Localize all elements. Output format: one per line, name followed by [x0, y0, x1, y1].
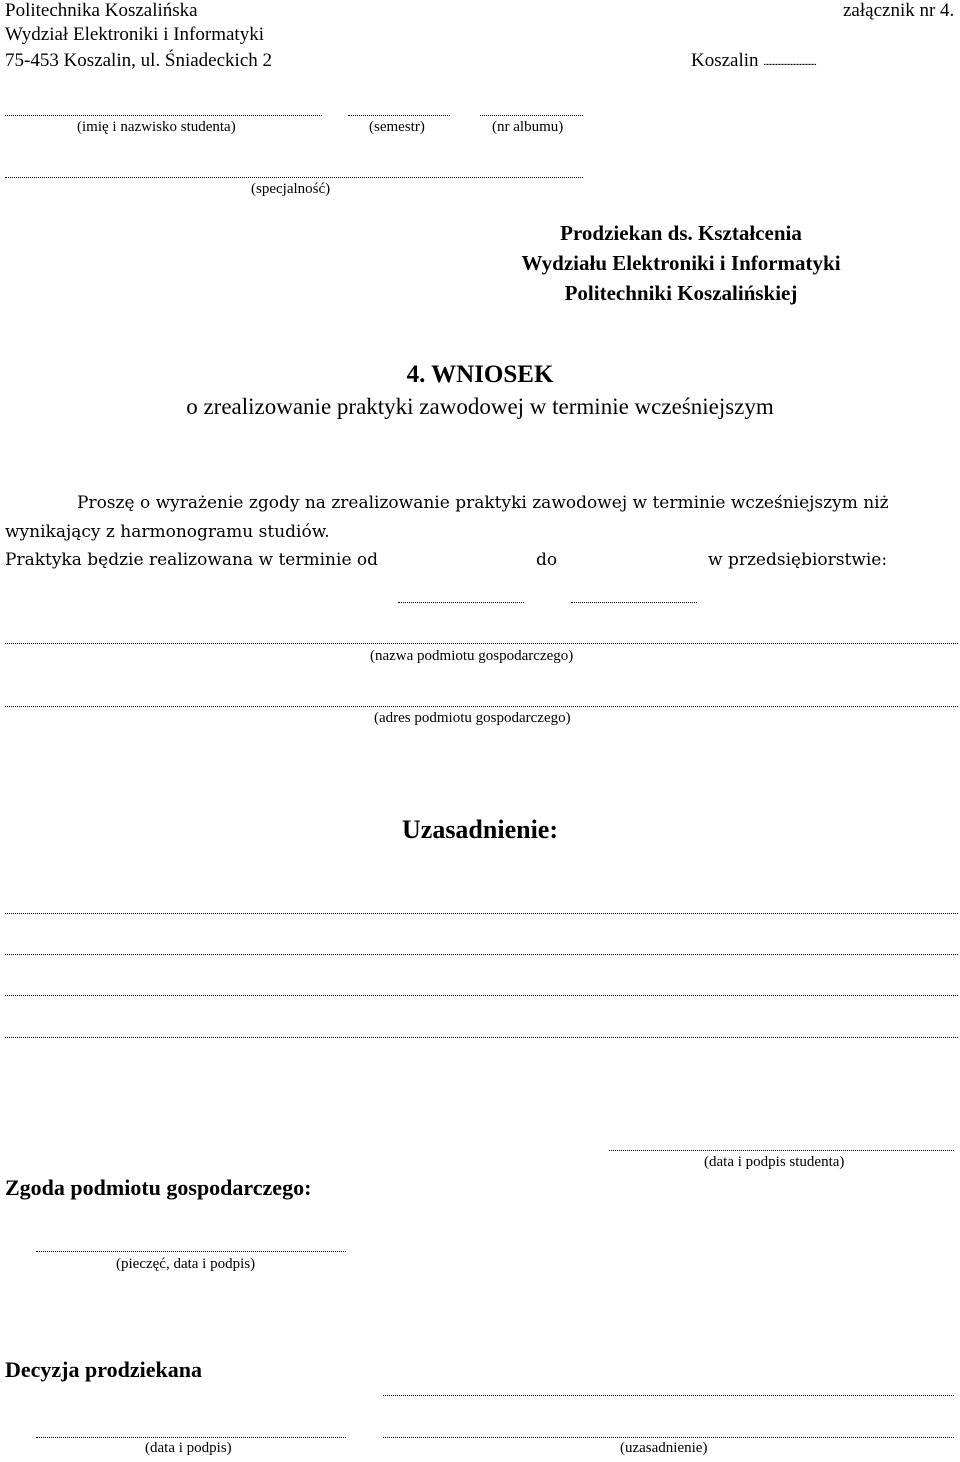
- specialty-line: [5, 177, 583, 178]
- student-signature-caption: (data i podpis studenta): [704, 1154, 845, 1170]
- company-name-line: [5, 643, 958, 644]
- document-title: 4. WNIOSEK: [406, 361, 554, 388]
- institution-address: 75-453 Koszalin, ul. Śniadeckich 2: [5, 50, 273, 71]
- date-to-line: [571, 602, 697, 603]
- attachment-label: załącznik nr 4.: [843, 0, 955, 21]
- justification-heading: Uzasadnienie:: [402, 815, 558, 844]
- city-label: Koszalin: [691, 50, 759, 71]
- justification-line-3: [5, 995, 958, 996]
- album-number-line: [480, 115, 583, 116]
- specialty-caption: (specjalność): [251, 181, 331, 197]
- company-stamp-caption: (pieczęć, data i podpis): [116, 1256, 256, 1272]
- company-consent-heading: Zgoda podmiotu gospodarczego:: [5, 1175, 312, 1200]
- justification-line-1: [5, 913, 958, 914]
- period-to-label: do: [536, 550, 558, 570]
- period-place-label: w przedsiębiorstwie:: [708, 550, 888, 570]
- semester-line: [348, 115, 450, 116]
- semester-caption: (semestr): [369, 119, 425, 135]
- justification-line-4: [5, 1037, 958, 1038]
- decision-line: [383, 1395, 954, 1396]
- justification-line-2: [5, 954, 958, 955]
- document-subtitle: o zrealizowanie praktyki zawodowej w terminie wcześniejszym: [186, 394, 774, 419]
- period-prefix: Praktyka będzie realizowana w terminie od: [5, 550, 379, 570]
- recipient-university: Politechniki Koszalińskiej: [564, 281, 798, 305]
- faculty-name: Wydział Elektroniki i Informatyki: [5, 24, 264, 45]
- dean-signature-line: [36, 1437, 346, 1438]
- institution-name: Politechnika Koszalińska: [5, 0, 198, 21]
- album-number-caption: (nr albumu): [492, 119, 564, 135]
- request-paragraph-line2: wynikający z harmonogramu studiów.: [5, 522, 330, 542]
- date-from-line: [398, 602, 524, 603]
- recipient-title: Prodziekan ds. Kształcenia: [560, 221, 802, 245]
- company-name-caption: (nazwa podmiotu gospodarczego): [370, 648, 574, 664]
- decision-justification-caption: (uzasadnienie): [620, 1440, 708, 1456]
- student-name-caption: (imię i nazwisko studenta): [77, 119, 236, 135]
- company-stamp-line: [36, 1251, 346, 1252]
- decision-justification-line: [383, 1437, 954, 1438]
- city-date-dots: ...................................: [763, 57, 816, 68]
- dean-decision-heading: Decyzja prodziekana: [5, 1357, 202, 1382]
- company-address-caption: (adres podmiotu gospodarczego): [374, 710, 571, 726]
- dean-signature-caption: (data i podpis): [145, 1440, 232, 1456]
- student-name-line: [5, 115, 322, 116]
- company-address-line: [5, 706, 958, 707]
- recipient-faculty: Wydziału Elektroniki i Informatyki: [521, 251, 841, 275]
- student-signature-line: [609, 1150, 954, 1151]
- city-date: [691, 50, 816, 74]
- request-paragraph-line1: Proszę o wyrażenie zgody na zrealizowanie praktyki zawodowej w terminie wcześniejszym niż: [77, 493, 889, 513]
